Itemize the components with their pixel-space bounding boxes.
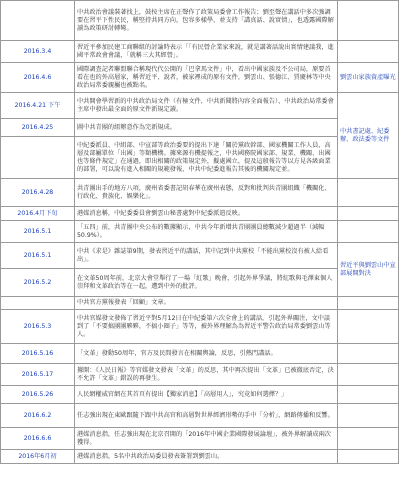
note-cell xyxy=(338,207,399,221)
date-cell: 2016.4.25 xyxy=(1,119,75,137)
table-row xyxy=(1,243,399,269)
date-cell xyxy=(1,1,75,41)
date-cell: 2016.6.6 xyxy=(1,428,75,450)
note-cell xyxy=(338,179,399,207)
note-cell: 劉雲山家族資產曝光 xyxy=(338,63,399,93)
note-cell xyxy=(338,297,399,310)
date-cell: 2016.4.21 下午 xyxy=(1,93,75,119)
event-cell: 港媒消息指，5名中共政治局委員發表簽署到劉雲山。 xyxy=(75,450,338,464)
event-cell: 中共開會學習新的中共政治局文件（有極文件，中共新聞將內容全面報告），中共政治局常委會主席中發出最全面的原文件新規定讀。 xyxy=(75,93,338,119)
table-row xyxy=(1,310,399,344)
date-cell: 2016.4.28 xyxy=(1,179,75,207)
date-cell: 2016.3.4 xyxy=(1,41,75,63)
event-cell: 中共《求是》雜誌第9期，發表習近平的講話，其中記到中共黨校「不能出黨校沒有被人給看出」。 xyxy=(75,243,338,269)
table-row xyxy=(1,207,399,221)
table-row xyxy=(1,386,399,404)
event-cell: 中共官方黨報發表「回顧」文章。 xyxy=(75,297,338,310)
date-cell: 2016.4.6 xyxy=(1,63,75,93)
note-cell xyxy=(338,41,399,63)
event-cell: 「五四」前，共青團中央公布的數據顯示，中共今年新增共青團團員總數減少超過半（減幅50.9%）。 xyxy=(75,221,338,243)
event-cell: 港媒消息指，任志強出現在北京召開的「2016年中國企業國際發展論壇」，被外界解讀成兩次獲得。 xyxy=(75,428,338,450)
note-cell xyxy=(338,344,399,364)
table-row xyxy=(1,179,399,207)
event-cell: 習近平參加民建工商聯組的討論時表示「「有民營企業家來說，就是講著話說出實情建議我，進國平常政會會議，「就稱三大其經營」。 xyxy=(75,41,338,63)
table-row xyxy=(1,364,399,386)
table-row xyxy=(1,297,399,310)
date-cell: 2016.5.17 xyxy=(1,364,75,386)
event-cell: 港媒消息稱，中紀委委員會劉雲山秘書處對中紀委派遣反映。 xyxy=(75,207,338,221)
event-cell: 共青團出手的地方八項，廣州省委書記胡春華在廣州表態，反對和批判共青團組織「機關化、行政化、貴族化、娛樂化」。 xyxy=(75,179,338,207)
event-cell: 中紀委派員、中組部、中宣部等政治委要的提出下達「關於黨政幹部、國家機關工作人員，高層及部屬單位「出國」等類機構。據來源有機提報之，中共國務院國家部、規業、機關、出國也等條件規定」在通過，即出相關的政策規定外，擬處國立，提及這般報告等以方見各級面業的部署，可以說有進入相關的規範發報，中共中紀委進報告其後的機關規定並。 xyxy=(75,137,338,179)
note-cell: 中共書記處、紀委辦、政法委等文件 xyxy=(338,93,399,179)
note-cell xyxy=(338,310,399,344)
event-cell: 任志強出現在東歐跟隨下跟中共高官和高層對世界經濟形勢的手中「分析」，網路傳播和反響。 xyxy=(75,404,338,428)
date-cell: 2016.5.2 xyxy=(1,269,75,297)
event-cell: 圖中共青團的組辦意作為完新規成。 xyxy=(75,119,338,137)
table-row xyxy=(1,221,399,243)
date-cell: 2016.5.1 xyxy=(1,243,75,269)
event-cell: 中共政治會議裝著找上，鼓按主席在正聲作了政策局委會工作報告；劉至聲在講話中多次強調要在習平下性民民，稱堅持共同方向，包容多樣學，並支持「講真話、說實情」，也透露國際解讀為政策研討轉彎。 xyxy=(75,1,338,41)
table-row xyxy=(1,41,399,63)
date-cell: 2016.6.2 xyxy=(1,404,75,428)
table-row xyxy=(1,450,399,464)
date-cell: 2016年6月初 xyxy=(1,450,75,464)
event-cell: 在文革50周年前，北京大會堂舉行了一場「紅歌」晚會，引起外界爭議，將紅歌與毛澤東個人崇拜和文革政治等在一起，遭到中外的批評。 xyxy=(75,269,338,297)
table-row xyxy=(1,428,399,450)
date-cell: 2016.4月下旬 xyxy=(1,207,75,221)
table-row xyxy=(1,344,399,364)
note-cell xyxy=(338,450,399,464)
event-cell: 「文革」發動50周年，官方及民間發言在相關輿論，反思，引熱門講話。 xyxy=(75,344,338,364)
event-cell: 國際調查記者聯盟聯合稱現代代公開的「巴拿馬文件」中，看出中國家族及不公司局，原要首看在也的外高層家，稱習近平、說者，被家裡成的原有文件，劉雲山、張德江、賈慶林等中央政治局常委親屬也被點名。 xyxy=(75,63,338,93)
table-row xyxy=(1,63,399,93)
date-cell: 2016.5.1 xyxy=(1,221,75,243)
table-row xyxy=(1,1,399,41)
note-cell xyxy=(338,404,399,428)
note-cell xyxy=(338,428,399,450)
note-cell xyxy=(338,1,399,41)
date-cell xyxy=(1,137,75,179)
date-cell xyxy=(1,297,75,310)
note-cell xyxy=(338,364,399,386)
date-cell: 2016.5.16 xyxy=(1,344,75,364)
table-row xyxy=(1,93,399,119)
date-cell: 2016.5.26 xyxy=(1,386,75,404)
event-cell: 中共官媒發文發佈了習近平對5月12日在中紀委第六次全會上的講話，引起外界關注，文中談到了「不要搞團團夥夥，不搞小圈子」等等，被外界理解為為習近平警告政治局常委劉雲山等人。 xyxy=(75,310,338,344)
note-cell: 習近平與劉雲山中宣部展開對決 xyxy=(338,243,399,297)
note-cell xyxy=(338,386,399,404)
event-cell: 據開：《人民日報》等官媒發文發表「文革」的反思，其中再次提出「文革」已被徹底否定，決不允許「文革」錯誤的再發生。 xyxy=(75,364,338,386)
note-cell xyxy=(338,221,399,243)
event-cell: 人民網權威官網在其首頁有提出【獨家消息】「高層用人」，究竟如何選擇？」 xyxy=(75,386,338,404)
table-row xyxy=(1,404,399,428)
date-cell: 2016.5.3 xyxy=(1,310,75,344)
